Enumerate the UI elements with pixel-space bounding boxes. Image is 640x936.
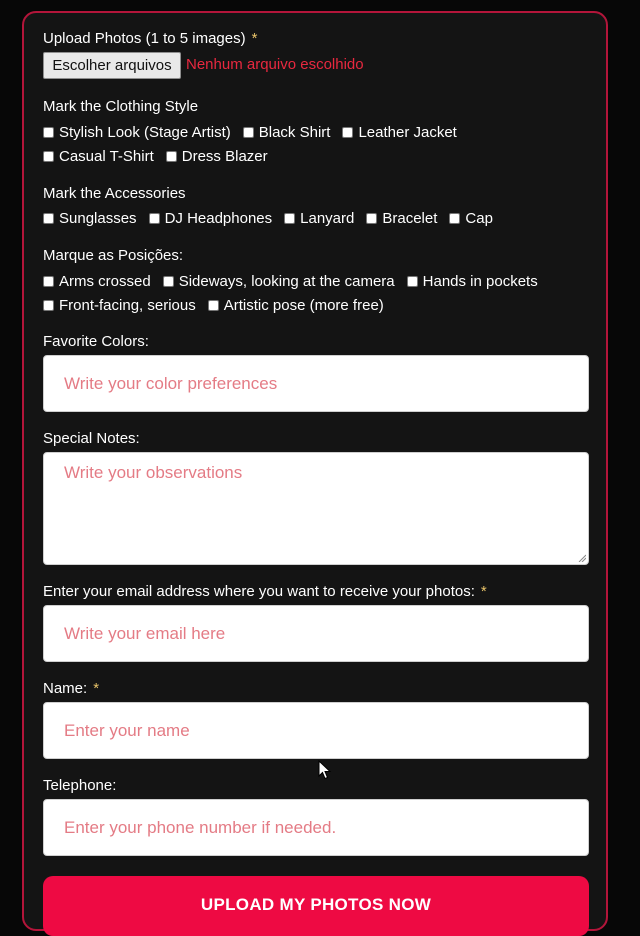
special-notes-label: Special Notes: — [43, 430, 140, 447]
upload-photos-button[interactable]: UPLOAD MY PHOTOS NOW — [43, 876, 589, 936]
checkbox[interactable] — [43, 300, 54, 311]
email-placeholder: Write your email here — [64, 623, 226, 643]
special-notes-textarea[interactable] — [43, 452, 589, 565]
checkbox[interactable] — [166, 151, 177, 162]
checkbox[interactable] — [449, 213, 460, 224]
accessory-option[interactable]: Bracelet — [366, 210, 437, 227]
positions-options-row-1 — [43, 272, 550, 290]
file-status-text: Nenhum arquivo escolhido — [186, 56, 364, 73]
checkbox[interactable] — [43, 151, 54, 162]
upload-label-text: Upload Photos (1 to 5 images) — [43, 30, 246, 47]
name-placeholder: Enter your name — [64, 720, 190, 740]
checkbox[interactable] — [43, 127, 54, 138]
required-mark: * — [251, 30, 258, 47]
telephone-input[interactable] — [43, 799, 589, 856]
mouse-cursor-icon — [318, 760, 332, 780]
name-input[interactable] — [43, 702, 589, 759]
clothing-label: Mark the Clothing Style — [43, 98, 199, 115]
telephone-placeholder: Enter your phone number if needed. — [64, 817, 337, 837]
position-option[interactable]: Front-facing, serious — [43, 297, 196, 314]
email-input[interactable] — [43, 605, 589, 662]
checkbox[interactable] — [43, 213, 54, 224]
clothing-options-row-2 — [43, 147, 280, 165]
checkbox[interactable] — [284, 213, 295, 224]
position-option[interactable]: Sideways, looking at the camera — [163, 273, 395, 290]
accessory-option[interactable]: DJ Headphones — [149, 210, 273, 227]
checkbox[interactable] — [208, 300, 219, 311]
favorite-colors-input[interactable] — [43, 355, 589, 412]
clothing-option[interactable]: Casual T-Shirt — [43, 148, 154, 165]
clothing-options-row-1 — [43, 123, 469, 141]
positions-label: Marque as Posições: — [43, 247, 184, 264]
telephone-label: Telephone: — [43, 777, 117, 794]
accessories-options-row — [43, 209, 505, 227]
name-label-text: Name: — [43, 680, 88, 697]
clothing-option[interactable]: Leather Jacket — [342, 124, 456, 141]
checkbox[interactable] — [43, 276, 54, 287]
accessory-option[interactable]: Lanyard — [284, 210, 354, 227]
favorite-colors-placeholder: Write your color preferences — [64, 373, 278, 393]
accessories-label: Mark the Accessories — [43, 185, 186, 202]
checkbox[interactable] — [407, 276, 418, 287]
position-option[interactable]: Artistic pose (more free) — [208, 297, 384, 314]
position-option[interactable]: Hands in pockets — [407, 273, 538, 290]
checkbox[interactable] — [243, 127, 254, 138]
checkbox[interactable] — [163, 276, 174, 287]
resize-grip-icon[interactable] — [578, 554, 586, 562]
special-notes-placeholder: Write your observations — [64, 463, 243, 482]
accessory-option[interactable]: Cap — [449, 210, 493, 227]
clothing-option[interactable]: Stylish Look (Stage Artist) — [43, 124, 231, 141]
clothing-option[interactable]: Black Shirt — [243, 124, 331, 141]
position-option[interactable]: Arms crossed — [43, 273, 151, 290]
clothing-option[interactable]: Dress Blazer — [166, 148, 268, 165]
required-mark: * — [480, 583, 487, 600]
checkbox[interactable] — [149, 213, 160, 224]
email-label — [43, 583, 487, 600]
accessory-option[interactable]: Sunglasses — [43, 210, 137, 227]
positions-options-row-2 — [43, 296, 396, 314]
favorite-colors-label: Favorite Colors: — [43, 333, 149, 350]
email-label-text: Enter your email address where you want to receive your photos: — [43, 583, 475, 600]
checkbox[interactable] — [342, 127, 353, 138]
choose-files-button[interactable]: Escolher arquivos — [43, 52, 181, 79]
name-label — [43, 680, 99, 697]
upload-label — [43, 30, 257, 47]
checkbox[interactable] — [366, 213, 377, 224]
required-mark: * — [93, 680, 100, 697]
